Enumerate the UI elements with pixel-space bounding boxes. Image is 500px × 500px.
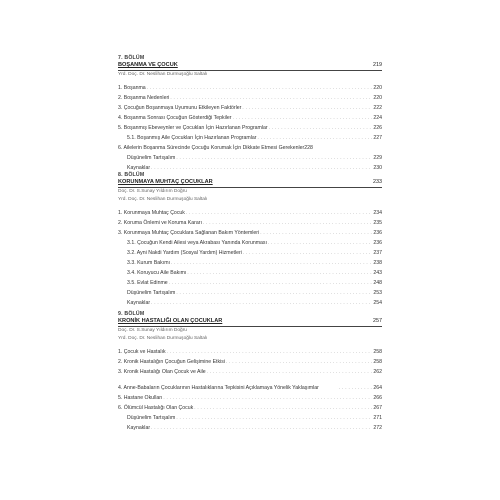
toc-entry[interactable] [118,93,382,103]
toc-entry[interactable] [118,278,382,288]
entry-page: 237 [373,249,382,256]
entry-text: 5. Boşanmış Ebeveynler ve Çocukları İçin Hazırlanan Programlar [118,124,268,131]
entry-text: 4. Boşanma Sonrası Çocuğun Gösterdiği Tepkiler [118,114,232,121]
entry-page: 234 [373,209,382,216]
toc-entry[interactable] [118,113,382,123]
toc-entry[interactable] [118,258,382,268]
leader-dots [151,298,372,308]
leader-dots [269,123,373,133]
chapter-title: KORUNMAYA MUHTAÇ ÇOCUKLAR [118,179,213,185]
entry-page: 222 [373,104,382,111]
chapter-author: Doç. Dr. S.Sunay Yıldırım Doğru [118,327,187,333]
chapter-title-row[interactable] [118,62,382,71]
chapter-title: BOŞANMA VE ÇOCUK [118,62,178,68]
chapter-label: 8. BÖLÜM [118,172,145,178]
entry-text: 3.3. Kurum Bakımı [127,259,170,266]
entry-page: 254 [373,300,382,307]
entry-page: 248 [373,280,382,287]
entry-text: 5. Hastane Okulları [118,394,163,401]
entry-text: 1. Korunmaya Muhtaç Çocuk [118,209,185,216]
chapter-7 [118,55,382,173]
toc-entry[interactable] [118,347,382,357]
leader-dots [186,208,372,218]
entry-page: 220 [373,84,382,91]
leader-dots [233,113,373,123]
entry-text: Düşünelim Tartışalım [127,414,176,421]
toc-entry[interactable] [118,133,382,143]
leader-dots [268,238,372,248]
entry-text: 3. Kronik Hastalığı Olan Çocuk ve Aile [118,368,206,375]
chapter-label: 9. BÖLÜM [118,311,145,317]
leader-dots [260,228,372,238]
leader-dots [203,218,372,228]
entry-text: Düşünelim Tartışalım [127,155,176,162]
entry-page: 266 [373,394,382,401]
entry-text: 4. Anne-Babaların Çocuklarının Hastalıklarına Tepkisini Açıklamaya Yönelik Yaklaşımlar [118,384,319,391]
chapter-page-number: 257 [373,318,382,324]
toc-entry[interactable] [118,248,382,258]
entry-page: 258 [373,348,382,355]
leader-dots [170,93,372,103]
chapter-title-row[interactable] [118,318,382,327]
toc-entry[interactable] [118,238,382,248]
entry-page: 236 [373,229,382,236]
entry-text: Kaynaklar [127,300,151,307]
toc-entry[interactable] [118,357,382,367]
chapter-author: Yrd. Doç. Dr. Neslihan Durmuşoğlu Saltalı [118,335,208,341]
entry-text: 3. Çocuğun Boşanmaya Uyumunu Etkileyen Faktörler [118,104,242,111]
toc-entry[interactable] [118,367,382,377]
chapter-title: KRONİK HASTALIĞI OLAN ÇOCUKLAR [118,318,223,324]
entry-page: 238 [373,259,382,266]
chapter-page-number: 219 [373,62,382,68]
chapter-author: Doç. Dr. S.Sunay Yıldırım Doğru [118,188,187,194]
toc-entry[interactable] [118,268,382,278]
leader-dots [207,367,373,377]
entry-page: 220 [373,94,382,101]
toc-entry[interactable] [118,228,382,238]
entry-text: Kaynaklar [127,425,151,432]
toc-entries [118,347,382,434]
chapter-9 [118,311,382,433]
leader-dots [243,248,373,258]
entry-page: 224 [373,114,382,121]
leader-dots [151,423,372,433]
toc-entries [118,83,382,174]
toc-entry[interactable] [118,403,382,413]
leader-dots [176,153,372,163]
toc-entry[interactable] [118,423,382,433]
entry-text: Düşünelim Tartışalım [127,290,176,297]
toc-entry[interactable] [118,123,382,133]
entry-text: 6. Ölümcül Hastalığı Olan Çocuk [118,404,194,411]
entry-page: 235 [373,219,382,226]
leader-dots [187,268,372,278]
leader-dots [226,357,372,367]
entry-text: Kaynaklar [127,165,151,172]
entry-page: 236 [373,239,382,246]
entry-page: 271 [373,414,382,421]
entry-text: 3.1. Çocuğun Kendi Ailesi veya Akrabası Yanında Korunması [127,239,267,246]
leader-dots [167,347,373,357]
chapter-title-row[interactable] [118,179,382,188]
chapter-8 [118,172,382,308]
entry-text: 1. Çocuk ve Hastalık [118,348,166,355]
entry-text: 3.5. Evlat Edinme [127,280,168,287]
toc-entry[interactable] [118,218,382,228]
toc-entry[interactable] [118,143,382,153]
entry-page: 264 [373,384,382,391]
leader-dots [176,413,372,423]
leader-dots [171,258,372,268]
entry-page: 267 [373,404,382,411]
leader-dots [242,103,372,113]
entry-page: 229 [373,155,382,162]
chapter-page-number: 233 [373,179,382,185]
toc-entry[interactable] [118,103,382,113]
entry-page: 226 [373,124,382,131]
leader-dots [163,393,372,403]
chapter-label: 7. BÖLÜM [118,55,145,61]
entry-page: 262 [373,368,382,375]
chapter-author: Yrd. Doç. Dr. Neslihan Durmuşoğlu Saltalı [118,71,208,77]
entry-page: 230 [373,165,382,172]
toc-entry[interactable] [118,298,382,308]
leader-dots [169,278,373,288]
entry-text: 2. Koruma Önlemi ve Koruma Kararı [118,219,202,226]
entry-text: 3.2. Ayni Nakdi Yardım (Sosyal Yardım) Hizmetleri [127,249,242,256]
entry-text: 6. Ailelerin Boşanma Sürecinde Çocuğu Korumak İçin Dikkate Etmesi Gerekenler [118,145,305,152]
leader-dots [147,83,373,93]
entry-text: 5.1. Boşanmış Aile Çocukları İçin Hazırlanan Programlar [127,134,257,141]
leader-dots [194,403,372,413]
leader-dots [339,385,372,391]
toc-entry[interactable] [118,393,382,403]
entry-text: 1. Boşanma [118,84,146,91]
toc-entry[interactable] [118,413,382,423]
entry-page: 228 [304,145,313,152]
entry-page: 258 [373,358,382,365]
toc-entry[interactable] [118,288,382,298]
toc-entries [118,208,382,309]
entry-text: 3. Korunmaya Muhtaç Çocuklara Sağlanan Bakım Yöntemleri [118,229,260,236]
entry-page: 253 [373,290,382,297]
entry-page: 227 [373,134,382,141]
entry-text: 2. Kronik Hastalığın Çocuğun Gelişimine Etkisi [118,358,225,365]
toc-entry[interactable] [118,83,382,93]
chapter-author: Yrd. Doç. Dr. Neslihan Durmuşoğlu Saltalı [118,196,208,202]
entry-page: 243 [373,270,382,277]
leader-dots [257,133,372,143]
entry-text: 2. Boşanma Nedenleri [118,94,170,101]
toc-entry[interactable] [118,153,382,163]
toc-entry[interactable] [118,377,382,393]
leader-dots [176,288,372,298]
entry-page: 272 [373,425,382,432]
toc-entry[interactable] [118,208,382,218]
entry-text: 3.4. Koruyucu Aile Bakımı [127,270,187,277]
